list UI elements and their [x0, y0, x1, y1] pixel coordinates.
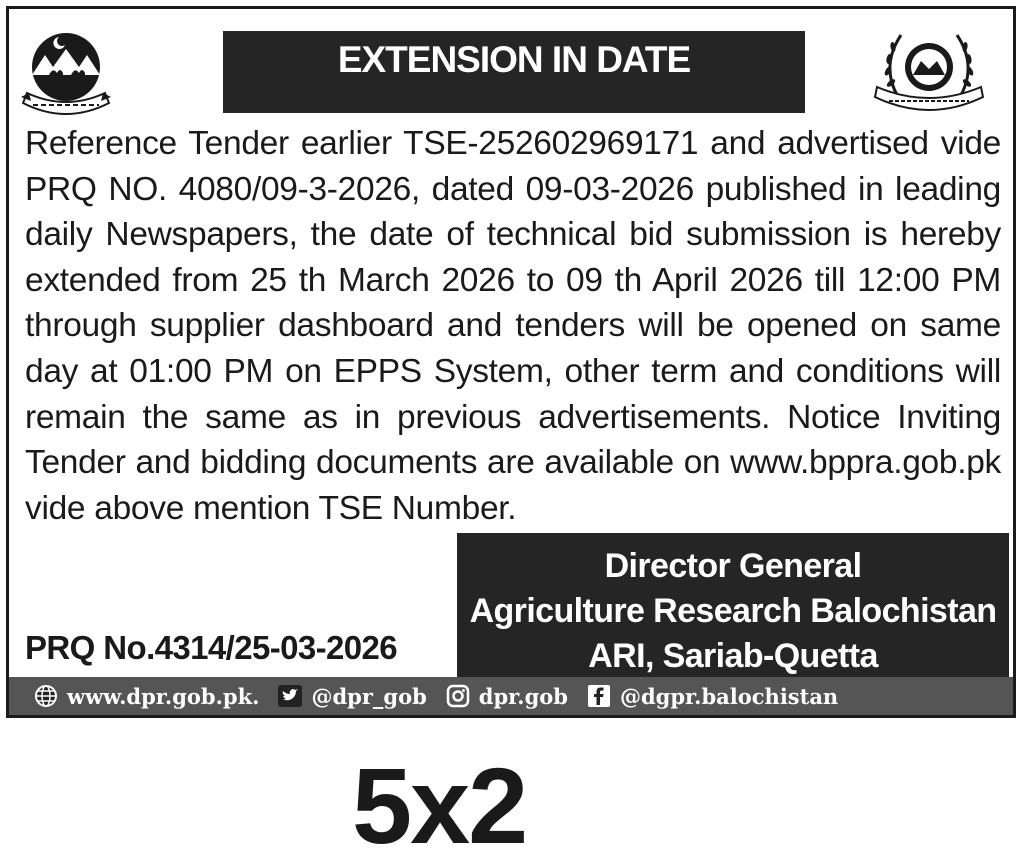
- website-link[interactable]: [33, 684, 259, 709]
- facebook-handle: @dgpr.balochistan: [620, 683, 839, 709]
- notice-title: EXTENSION IN DATE: [223, 31, 805, 113]
- signatory-organization: Agriculture Research Balochistan: [469, 592, 997, 630]
- facebook-icon: [586, 684, 612, 708]
- twitter-handle: @dpr_gob: [311, 683, 427, 709]
- instagram-handle: dpr.gob: [478, 683, 568, 709]
- balochistan-emblem-icon: [19, 25, 113, 125]
- website-text: www.dpr.gob.pk.: [67, 683, 260, 709]
- facebook-link[interactable]: [586, 684, 838, 709]
- footer-bar: [9, 677, 1013, 715]
- notice-body: Reference Tender earlier TSE-252602969171 and advertised vide PRQ NO. 4080/09-3-2026, dated 09-03-2026 published in leading daily Newspapers, the date of technical bid submission is hereby extended from 25 th March 2026 to 09 th April 2026 till 12:00 PM through supplier dashboard and tenders will be opened on same day at 01:00 PM on EPPS System, other term and conditions will remain the same as in previous advertisements. Notice Inviting Tender and bidding documents are available on www.bppra.gob.pk vide above mention TSE Number.: [25, 125, 1001, 527]
- instagram-icon: [445, 684, 471, 708]
- signatory-location: ARI, Sariab-Quetta: [588, 637, 878, 675]
- twitter-icon: [277, 684, 303, 708]
- dgpr-emblem-icon: [867, 25, 991, 125]
- instagram-link[interactable]: [445, 684, 568, 709]
- prq-number: PRQ No.4314/25-03-2026: [25, 629, 398, 666]
- twitter-link[interactable]: [277, 684, 426, 709]
- signatory-title: Director General: [604, 547, 862, 585]
- signature-block: [457, 533, 1009, 677]
- ad-size-label: 5x2: [352, 745, 527, 866]
- advertisement: [6, 6, 1016, 718]
- globe-icon: [33, 684, 59, 708]
